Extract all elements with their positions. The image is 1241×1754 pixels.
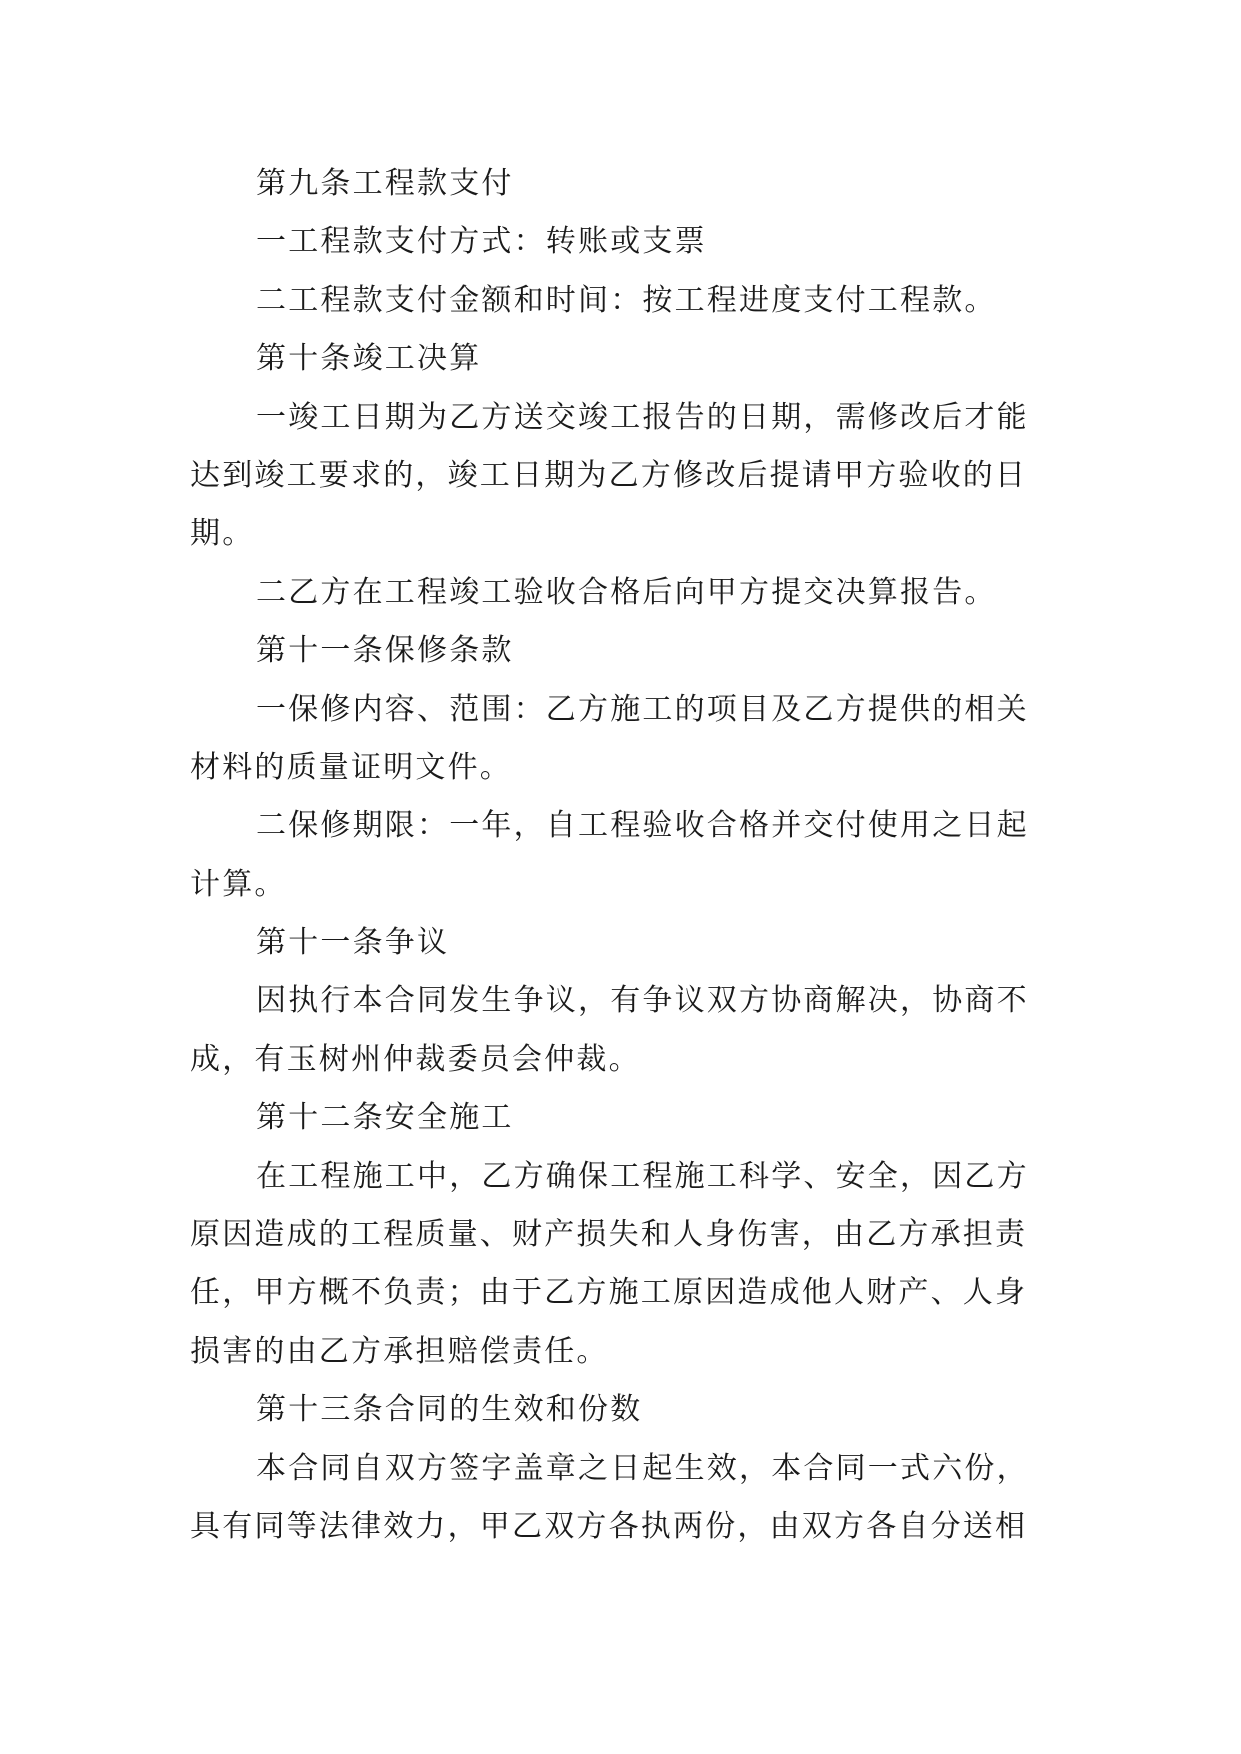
text-line: 第十三条合同的生效和份数 xyxy=(256,1392,643,1428)
text-line: 一工程款支付方式：转账或支票 xyxy=(256,224,707,260)
text-line: 二工程款支付金额和时间：按工程进度支付工程款。 xyxy=(256,282,997,318)
text-line: 材料的质量证明文件。 xyxy=(190,749,512,785)
text-line: 成，有玉树州仲裁委员会仲裁。 xyxy=(190,1041,641,1077)
text-line: 一保修内容、范围：乙方施工的项目及乙方提供的相关 xyxy=(256,691,1029,727)
text-line: 期。 xyxy=(190,516,255,552)
text-line: 二保修期限：一年，自工程验收合格并交付使用之日起 xyxy=(256,808,1029,844)
text-line: 第九条工程款支付 xyxy=(256,166,514,201)
text-line: 任，甲方概不负责；由于乙方施工原因造成他人财产、人身 xyxy=(190,1275,1028,1311)
text-line: 第十一条争议 xyxy=(256,925,450,961)
text-line: 在工程施工中，乙方确保工程施工科学、安全，因乙方 xyxy=(256,1158,1029,1194)
text-line: 损害的由乙方承担赔偿责任。 xyxy=(190,1333,609,1369)
text-line: 第十二条安全施工 xyxy=(256,1100,514,1136)
text-line: 具有同等法律效力，甲乙双方各执两份，由双方各自分送相 xyxy=(190,1508,1028,1544)
text-line: 第十条竣工决算 xyxy=(256,341,482,377)
text-line: 第十一条保修条款 xyxy=(256,633,514,669)
text-line: 计算。 xyxy=(190,866,287,902)
text-line: 达到竣工要求的，竣工日期为乙方修改后提请甲方验收的日 xyxy=(190,457,1028,493)
text-line: 二乙方在工程竣工验收合格后向甲方提交决算报告。 xyxy=(256,574,997,610)
text-line: 一竣工日期为乙方送交竣工报告的日期，需修改后才能 xyxy=(256,399,1029,435)
document-body xyxy=(190,155,1050,1556)
text-line: 因执行本合同发生争议，有争议双方协商解决，协商不 xyxy=(256,983,1029,1019)
text-line: 本合同自双方签字盖章之日起生效，本合同一式六份， xyxy=(256,1450,1029,1486)
text-line: 原因造成的工程质量、财产损失和人身伤害，由乙方承担责 xyxy=(190,1217,1028,1253)
